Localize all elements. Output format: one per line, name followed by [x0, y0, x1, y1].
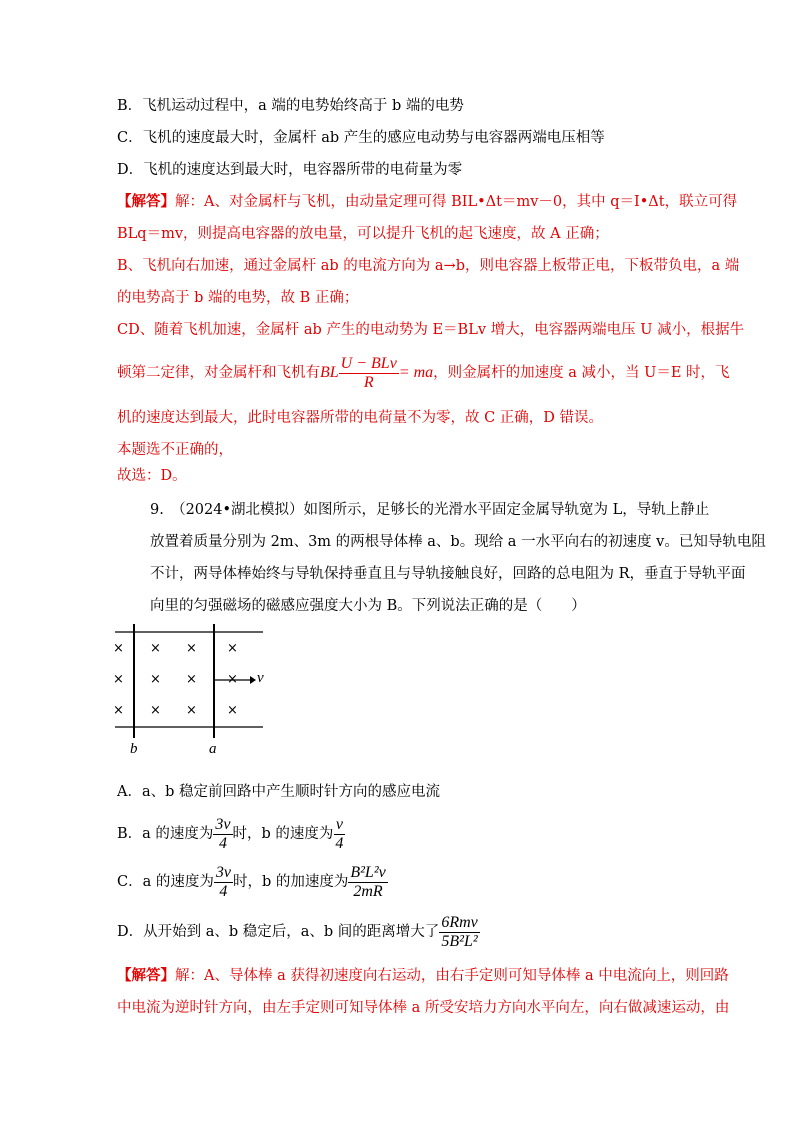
- q9-answer-line-1: 【解答】解：A、导体棒 a 获得初速度向右运动，由右手定则可知导体棒 a 中电流向上，则回路: [117, 967, 729, 984]
- field-cross: ×: [150, 703, 161, 718]
- velocity-label: v: [257, 670, 264, 686]
- q8-option-b: B．飞机运动过程中，a 端的电势始终高于 b 端的电势: [117, 98, 464, 114]
- fraction: $\frac{\text{B²L²v}}{2mR}$: [350, 863, 386, 900]
- q9-stem-line-1: 9. （2024•湖北模拟）如图所示，足够长的光滑水平固定金属导轨宽为 L，导轨上静止: [150, 502, 710, 518]
- field-cross: ×: [186, 641, 197, 656]
- answer-tag: 【解答】: [117, 193, 175, 210]
- q8-answer-line-3: B、飞机向右加速，通过金属杆 ab 的电流方向为 a→b，则电容器上板带正电，下板带负电，a 端: [117, 258, 740, 274]
- rod-a-label: a: [209, 741, 217, 757]
- q8-answer-line-6: 顿第二定律，对金属杆和飞机有BL $\frac{\text{U − BLv}}{R}$ = ma，则金属杆的加速度 a 减小，当 U＝E 时，飞: [117, 354, 730, 391]
- fraction: $\frac{3v}{4}$: [215, 863, 231, 900]
- field-cross: ×: [186, 672, 197, 687]
- q8-answer-line-4: 的电势高于 b 端的电势，故 B 正确；: [117, 290, 359, 306]
- field-cross: ×: [186, 703, 197, 718]
- q9-stem-line-3: 不计，两导体棒始终与导轨保持垂直且与导轨接触良好，回路的总电阻为 R，垂直于导轨平面: [150, 566, 746, 582]
- q8-answer-line-5: CD、随着飞机加速，金属杆 ab 产生的电动势为 E＝BLv 增大，电容器两端电压 U 减小，根据牛: [117, 322, 745, 338]
- q8-answer-line-2: BLq＝mv，则提高电容器的放电量，可以提升飞机的起飞速度，故 A 正确；: [117, 226, 609, 242]
- velocity-arrow-head: [250, 676, 256, 684]
- field-cross: ×: [227, 672, 238, 687]
- fraction: $\frac{3v}{4}$: [215, 815, 231, 852]
- rod-b-label: b: [130, 741, 138, 757]
- field-cross: ×: [227, 703, 238, 718]
- q9-option-a: A．a、b 稳定前回路中产生顺时针方向的感应电流: [117, 784, 441, 800]
- q8-answer-line-9: 故选：D。: [117, 468, 187, 484]
- fraction: $\frac{\text{6Rmv}}{\text{5B²L²}}$: [441, 913, 478, 950]
- fraction: $\frac{v}{4}$: [335, 815, 344, 852]
- formula-bl: BL: [320, 364, 339, 381]
- q9-stem-line-2: 放置着质量分别为 2m、3m 的两根导体棒 a、b。现给 a 一水平向右的初速度 v。已知导轨电阻: [150, 534, 766, 550]
- field-cross: ×: [113, 703, 124, 718]
- field-cross: ×: [150, 641, 161, 656]
- field-cross: ×: [113, 672, 124, 687]
- q8-option-d: D．飞机的速度达到最大时，电容器所带的电荷量为零: [117, 162, 463, 178]
- field-cross: ×: [113, 641, 124, 656]
- answer-tag: 【解答】: [117, 967, 175, 984]
- q9-option-d: D．从开始到 a、b 稳定后，a、b 间的距离增大了 $\frac{\text{6Rmv}}{\text{5B²L²}}$: [117, 913, 478, 950]
- q8-answer-line-1: 【解答】解：A、对金属杆与飞机，由动量定理可得 BIL•Δt＝mv－0，其中 q＝I•Δt，联立可得: [117, 193, 738, 210]
- q9-answer-line-2: 中电流为逆时针方向，由左手定则可知导体棒 a 所受安培力方向水平向左，向右做减速运动，由: [117, 1000, 730, 1016]
- q9-option-b: B．a 的速度为 $\frac{3v}{4}$ 时，b 的速度为 $\frac{v}{4}$: [117, 815, 344, 852]
- q8-option-c: C．飞机的速度最大时，金属杆 ab 产生的感应电动势与电容器两端电压相等: [117, 130, 605, 146]
- q9-stem-line-4: 向里的匀强磁场的磁感应强度大小为 B。下列说法正确的是（ ）: [150, 598, 586, 614]
- field-cross: ×: [150, 672, 161, 687]
- q9-option-c: C．a 的速度为 $\frac{3v}{4}$ 时，b 的加速度为 $\frac{\text{B²L²v}}{2mR}$: [117, 863, 386, 900]
- field-cross: ×: [227, 641, 238, 656]
- q8-answer-line-7: 机的速度达到最大，此时电容器所带的电荷量不为零，故 C 正确，D 错误。: [117, 410, 604, 426]
- q8-answer-line-8: 本题选不正确的，: [117, 442, 233, 458]
- formula-fraction: $\frac{\text{U − BLv}}{R}$: [340, 354, 397, 391]
